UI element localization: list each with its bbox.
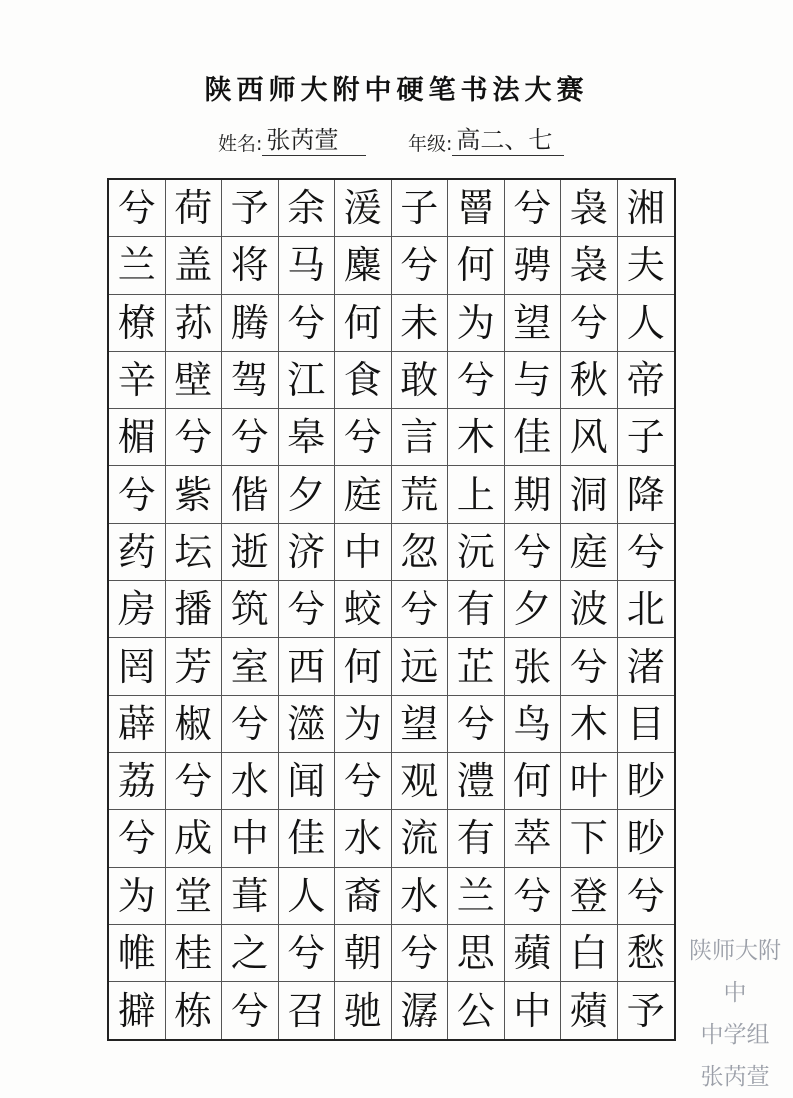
- grid-cell: 麋: [335, 237, 392, 294]
- grid-cell: 兮: [618, 868, 675, 925]
- grid-cell: 湲: [335, 180, 392, 237]
- grid-cell: 波: [561, 581, 618, 638]
- grid-cell: 萃: [505, 810, 562, 867]
- grid-cell: 室: [222, 638, 279, 695]
- grid-cell: 荪: [166, 295, 223, 352]
- name-field: [218, 122, 366, 156]
- grade-label: 年级:: [408, 133, 453, 155]
- grid-cell: 兮: [505, 868, 562, 925]
- grid-cell: 白: [561, 925, 618, 982]
- grid-cell: 骋: [505, 237, 562, 294]
- grid-cell: 兮: [109, 810, 166, 867]
- grid-cell: 兮: [392, 237, 449, 294]
- grid-cell: 水: [222, 753, 279, 810]
- grid-cell: 人: [618, 295, 675, 352]
- grid-cell: 木: [448, 409, 505, 466]
- grid-cell: 为: [448, 295, 505, 352]
- grid-cell: 言: [392, 409, 449, 466]
- grid-cell: 夫: [618, 237, 675, 294]
- grid-cell: 食: [335, 352, 392, 409]
- grid-cell: 兮: [392, 581, 449, 638]
- grid-cell: 目: [618, 696, 675, 753]
- page-title: 陕西师大附中硬笔书法大赛: [204, 75, 589, 106]
- grid-cell: 登: [561, 868, 618, 925]
- grid-cell: 擗: [109, 982, 166, 1039]
- grid-cell: 人: [279, 868, 336, 925]
- grid-cell: 兮: [222, 696, 279, 753]
- grid-cell: 橑: [109, 295, 166, 352]
- grid-cell: 逝: [222, 524, 279, 581]
- grade-field: [408, 122, 564, 156]
- grid-cell: 思: [448, 925, 505, 982]
- grid-cell: 芷: [448, 638, 505, 695]
- grid-cell: 降: [618, 466, 675, 523]
- grid-cell: 堂: [166, 868, 223, 925]
- grid-cell: 兮: [222, 982, 279, 1039]
- grid-cell: 为: [109, 868, 166, 925]
- grid-cell: 兮: [335, 753, 392, 810]
- grid-cell: 江: [279, 352, 336, 409]
- grid-cell: 北: [618, 581, 675, 638]
- grid-cell: 流: [392, 810, 449, 867]
- grid-cell: 西: [279, 638, 336, 695]
- grid-cell: 药: [109, 524, 166, 581]
- grid-cell: 湘: [618, 180, 675, 237]
- grid-cell: 盖: [166, 237, 223, 294]
- calligraphy-grid: [107, 178, 676, 1041]
- grid-cell: 叶: [561, 753, 618, 810]
- grid-cell: 兮: [109, 466, 166, 523]
- grid-cell: 水: [335, 810, 392, 867]
- grid-cell: 蛟: [335, 581, 392, 638]
- grid-cell: 马: [279, 237, 336, 294]
- grid-cell: 风: [561, 409, 618, 466]
- grid-cell: 秋: [561, 352, 618, 409]
- grid-cell: 楣: [109, 409, 166, 466]
- grid-cell: 袅: [561, 237, 618, 294]
- grid-cell: 上: [448, 466, 505, 523]
- grid-cell: 播: [166, 581, 223, 638]
- grid-cell: 何: [448, 237, 505, 294]
- grid-cell: 兮: [618, 524, 675, 581]
- grid-cell: 坛: [166, 524, 223, 581]
- grid-cell: 兰: [448, 868, 505, 925]
- grid-cell: 庭: [335, 466, 392, 523]
- grid-cell: 兮: [505, 524, 562, 581]
- grid-cell: 腾: [222, 295, 279, 352]
- grid-cell: 驾: [222, 352, 279, 409]
- grid-cell: 帝: [618, 352, 675, 409]
- grid-cell: 公: [448, 982, 505, 1039]
- grid-cell: 望: [392, 696, 449, 753]
- grid-cell: 有: [448, 810, 505, 867]
- reviewer-stamp: [679, 930, 791, 1098]
- grid-cell: 裔: [335, 868, 392, 925]
- grid-cell: 之: [222, 925, 279, 982]
- grid-cell: 余: [279, 180, 336, 237]
- grid-cell: 兮: [166, 409, 223, 466]
- grid-cell: 沅: [448, 524, 505, 581]
- grid-cell: 荒: [392, 466, 449, 523]
- grid-cell: 敢: [392, 352, 449, 409]
- grid-cell: 渚: [618, 638, 675, 695]
- stamp-line: 张芮萱: [700, 1064, 770, 1090]
- grid-cell: 何: [505, 753, 562, 810]
- grid-cell: 薠: [561, 982, 618, 1039]
- grid-cell: 兮: [561, 638, 618, 695]
- grid-cell: 澨: [279, 696, 336, 753]
- grid-cell: 中: [505, 982, 562, 1039]
- grid-cell: 偕: [222, 466, 279, 523]
- grid-cell: 兮: [166, 753, 223, 810]
- grid-cell: 眇: [618, 753, 675, 810]
- grid-cell: 朝: [335, 925, 392, 982]
- grid-cell: 罾: [448, 180, 505, 237]
- grid-cell: 兮: [279, 925, 336, 982]
- grid-cell: 辛: [109, 352, 166, 409]
- grid-cell: 子: [618, 409, 675, 466]
- grid-cell: 为: [335, 696, 392, 753]
- grid-cell: 佳: [279, 810, 336, 867]
- grid-cell: 予: [222, 180, 279, 237]
- grid-cell: 予: [626, 988, 665, 1033]
- stamp-line: 中学组: [700, 1022, 770, 1048]
- grid-cell: 张: [505, 638, 562, 695]
- grid-cell: 兮: [222, 409, 279, 466]
- grid-cell: 期: [505, 466, 562, 523]
- grid-cell: 夕: [279, 466, 336, 523]
- grid-cell: 兮: [335, 409, 392, 466]
- grid-cell: 房: [109, 581, 166, 638]
- grid-cell: 澧: [448, 753, 505, 810]
- grid-cell: 洞: [561, 466, 618, 523]
- grid-cell: 闻: [279, 753, 336, 810]
- grid-cell: 椒: [166, 696, 223, 753]
- grid-cell: 有: [448, 581, 505, 638]
- grid-cell: 皋: [279, 409, 336, 466]
- grid-cell: 未: [392, 295, 449, 352]
- grid-cell: 蘋: [505, 925, 562, 982]
- grid-cell: 将: [222, 237, 279, 294]
- grid-cell: 召: [279, 982, 336, 1039]
- grid-cell: 成: [166, 810, 223, 867]
- grid-cell: 眇: [618, 810, 675, 867]
- grid-cell: 兮: [505, 180, 562, 237]
- grid-cell: 水: [392, 868, 449, 925]
- grid-cell: 中: [335, 524, 392, 581]
- grid-cell: 下: [561, 810, 618, 867]
- grade-value: 高二、七: [452, 125, 564, 156]
- name-value: 张芮萱: [262, 125, 366, 156]
- grid-cell: 济: [279, 524, 336, 581]
- grid-cell: 兮: [279, 581, 336, 638]
- grid-cell: 壁: [166, 352, 223, 409]
- grid-cell: 何: [335, 295, 392, 352]
- grid-cell: 紫: [166, 466, 223, 523]
- grid-cell: 兮: [448, 696, 505, 753]
- grid-cell: 罔: [109, 638, 166, 695]
- grid-cell: 兮: [448, 352, 505, 409]
- grid-cell: 荷: [166, 180, 223, 237]
- grid-cell: 中: [222, 810, 279, 867]
- grid-cell: 桂: [166, 925, 223, 982]
- grid-cell: 兰: [109, 237, 166, 294]
- grid-cell: 兮: [279, 295, 336, 352]
- grid-cell: 葺: [222, 868, 279, 925]
- grid-cell: 鸟: [505, 696, 562, 753]
- grid-cell: 荔: [109, 753, 166, 810]
- grid-cell: 观: [392, 753, 449, 810]
- grid-cell: 愁: [618, 925, 675, 982]
- grid-cell: 望: [505, 295, 562, 352]
- grid-cell: 兮: [109, 180, 166, 237]
- grid-cell: 忽: [392, 524, 449, 581]
- grid-cell: 芳: [166, 638, 223, 695]
- grid-cell: 子: [392, 180, 449, 237]
- grid-cell: 袅: [561, 180, 618, 237]
- grid-cell: 与: [505, 352, 562, 409]
- grid-cell: 潺: [392, 982, 449, 1039]
- grid-cell: 远: [392, 638, 449, 695]
- grid-cell: 兮: [561, 295, 618, 352]
- grid-cell: 筑: [222, 581, 279, 638]
- grid-cell: 何: [335, 638, 392, 695]
- name-label: 姓名:: [218, 133, 263, 155]
- grid-cell: 庭: [561, 524, 618, 581]
- grid-cell: 驰: [335, 982, 392, 1039]
- grid-cell: 薜: [109, 696, 166, 753]
- grid-cell: 帷: [109, 925, 166, 982]
- grid-cell: 佳: [505, 409, 562, 466]
- grid-cell: 夕: [505, 581, 562, 638]
- stamp-line: 陕师大附中: [689, 938, 781, 1006]
- grid-cell: 木: [561, 696, 618, 753]
- grid-cell: 栋: [166, 982, 223, 1039]
- grid-cell: 兮: [392, 925, 449, 982]
